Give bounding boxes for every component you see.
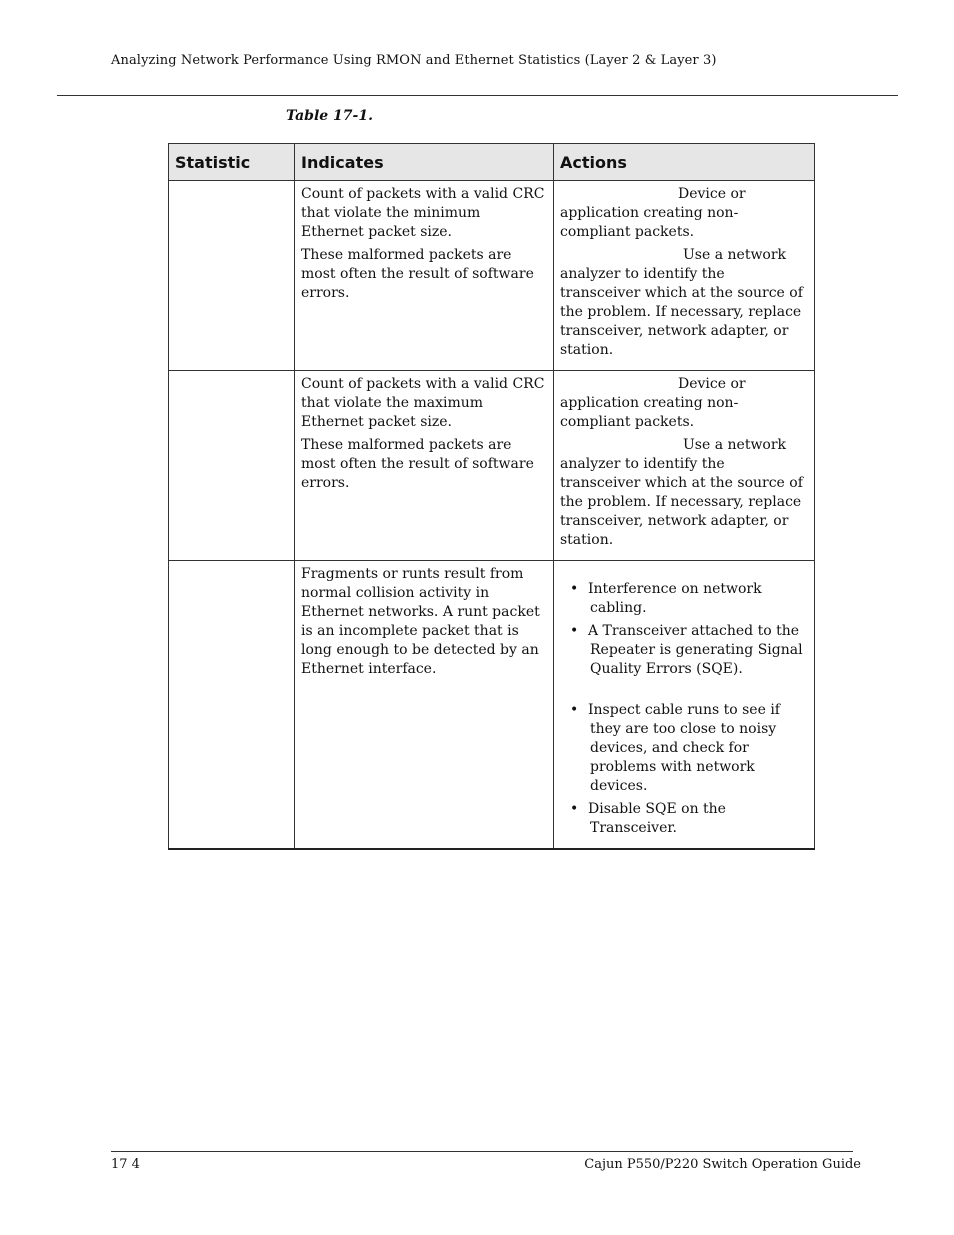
list-item: • Disable SQE on the Transceiver. <box>570 801 726 836</box>
header-rule <box>57 95 898 96</box>
list-item: • A Transceiver attached to the Repeater is generating Signal Quality Errors (SQE). <box>570 623 803 677</box>
table-row <box>169 371 815 561</box>
list-item: • Inspect cable runs to see if they are too close to noisy devices, and check for problems with network devices. <box>570 702 780 794</box>
column-header-actions: Actions <box>554 144 815 181</box>
statistic-cell <box>169 181 295 371</box>
actions-text: Use a network analyzer to identify the transceiver which at the source of the problem. If necessary, replace transceiver, network adapter, or station. <box>560 247 803 358</box>
actions-cell <box>554 371 815 561</box>
statistic-cell <box>169 371 295 561</box>
indicates-text: Fragments or runts result from normal collision activity in Ethernet networks. A runt packet is an incomplete packet that is long enough to be detected by an Ethernet interface. <box>301 566 540 677</box>
causes-list <box>560 580 808 679</box>
actions-text: Use a network analyzer to identify the transceiver which at the source of the problem. If necessary, replace transceiver, network adapter, or station. <box>560 437 803 548</box>
guide-title: Cajun P550/P220 Switch Operation Guide <box>584 1157 861 1172</box>
actions-text: Device or application creating non-compliant packets. <box>560 376 746 430</box>
column-header-indicates: Indicates <box>295 144 554 181</box>
indicates-text: These malformed packets are most often the result of software errors. <box>301 437 534 491</box>
bullet-icon: • <box>570 801 579 817</box>
running-head: Analyzing Network Performance Using RMON and Ethernet Statistics (Layer 2 & Layer 3) <box>111 53 717 68</box>
indicates-text: Count of packets with a valid CRC that violate the minimum Ethernet packet size. <box>301 186 545 240</box>
list-item: • Interference on network cabling. <box>570 581 762 616</box>
table-caption: Table 17-1. <box>286 108 373 124</box>
bullet-icon: • <box>570 623 579 639</box>
indicates-text: These malformed packets are most often the result of software errors. <box>301 247 534 301</box>
indicates-text: Count of packets with a valid CRC that violate the maximum Ethernet packet size. <box>301 376 545 430</box>
table-header-row <box>169 144 815 181</box>
page-number: 17 4 <box>111 1157 140 1172</box>
bullet-icon: • <box>570 581 579 597</box>
actions-cell <box>554 181 815 371</box>
indicates-cell <box>295 371 554 561</box>
indicates-cell <box>295 561 554 850</box>
statistic-cell <box>169 561 295 850</box>
statistics-table <box>168 143 815 850</box>
column-header-statistic: Statistic <box>169 144 295 181</box>
table-row <box>169 181 815 371</box>
actions-cell <box>554 561 815 850</box>
remedies-list <box>560 701 808 838</box>
actions-text: Device or application creating non-compliant packets. <box>560 186 746 240</box>
table-row <box>169 561 815 850</box>
indicates-cell <box>295 181 554 371</box>
footer-rule <box>111 1151 853 1152</box>
bullet-icon: • <box>570 702 579 718</box>
